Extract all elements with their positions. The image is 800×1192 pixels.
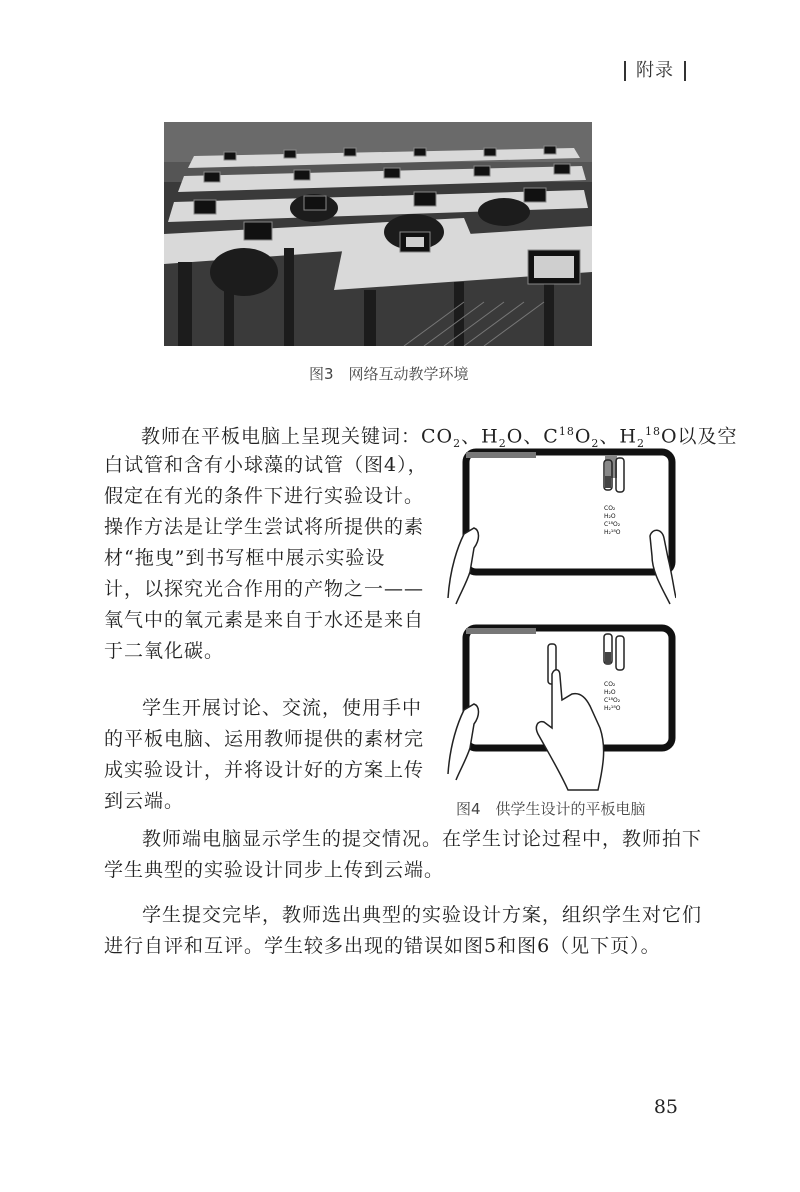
paragraph-1-line: 计，以探究光合作用的产物之一—— xyxy=(104,578,425,600)
figure3-caption: 图3 网络互动教学环境 xyxy=(309,365,469,383)
page-number: 85 xyxy=(653,1096,678,1118)
paragraph-1-line: 氧气中的氧元素是来自于水还是来自 xyxy=(104,609,425,631)
tablet-label-h2o: H₂O xyxy=(604,689,616,696)
paragraph-1-line: 材“拖曳”到书写框中展示实验设 xyxy=(104,547,386,569)
paragraph-2 xyxy=(104,693,424,817)
tablet-illustration-top xyxy=(440,448,676,608)
tablet-label-c18o2: C¹⁸O₂ xyxy=(604,697,621,704)
paragraph-4-line: 学生提交完毕，教师选出典型的实验设计方案，组织学生对它们 xyxy=(142,904,703,926)
paragraph-3 xyxy=(104,824,702,886)
classroom-photo xyxy=(164,122,592,346)
tablet-label-h218o: H₂¹⁸O xyxy=(604,705,621,712)
tablet-label-c18o2: C¹⁸O₂ xyxy=(604,521,621,528)
header-divider-left xyxy=(624,61,626,81)
paragraph-1-body xyxy=(104,450,428,667)
paragraph-2-line: 成实验设计，并将设计好的方案上传 xyxy=(104,759,425,781)
paragraph-4 xyxy=(104,900,702,962)
header-section-title: 附录 xyxy=(636,60,674,81)
paragraph-2-line: 学生开展讨论、交流，使用手中 xyxy=(142,697,423,719)
paragraph-1-line: 假定在有光的条件下进行实验设计。 xyxy=(104,485,425,507)
tablet-label-h218o: H₂¹⁸O xyxy=(604,529,621,536)
paragraph-2-line: 到云端。 xyxy=(104,790,185,812)
paragraph-1-line: 于二氧化碳。 xyxy=(104,640,225,662)
figure4-caption: 图4 供学生设计的平板电脑 xyxy=(456,800,646,818)
paragraph-3-line: 学生典型的实验设计同步上传到云端。 xyxy=(104,859,445,881)
tablet-illustration-bottom xyxy=(440,622,676,792)
tablet-label-h2o: H₂O xyxy=(604,513,616,520)
running-header xyxy=(614,56,696,82)
paragraph-4-line: 进行自评和互评。学生较多出现的错误如图5和图6（见下页）。 xyxy=(104,935,661,957)
tablet-label-co2: CO₂ xyxy=(604,505,616,512)
paragraph-1-line: 白试管和含有小球藻的试管（图4）， xyxy=(104,454,428,476)
paragraph-3-line: 教师端电脑显示学生的提交情况。在学生讨论过程中，教师拍下 xyxy=(142,828,703,850)
header-divider-right xyxy=(684,61,686,81)
tablet-label-co2: CO₂ xyxy=(604,681,616,688)
paragraph-1-line-1: 教师在平板电脑上呈现关键词：$CO_2$、$H_2O$、$C^{18}O_2$、$H_2^{18}O$以及空 xyxy=(141,425,738,451)
paragraph-1-line: 操作方法是让学生尝试将所提供的素 xyxy=(104,516,425,538)
paragraph-2-line: 的平板电脑、运用教师提供的素材完 xyxy=(104,728,425,750)
